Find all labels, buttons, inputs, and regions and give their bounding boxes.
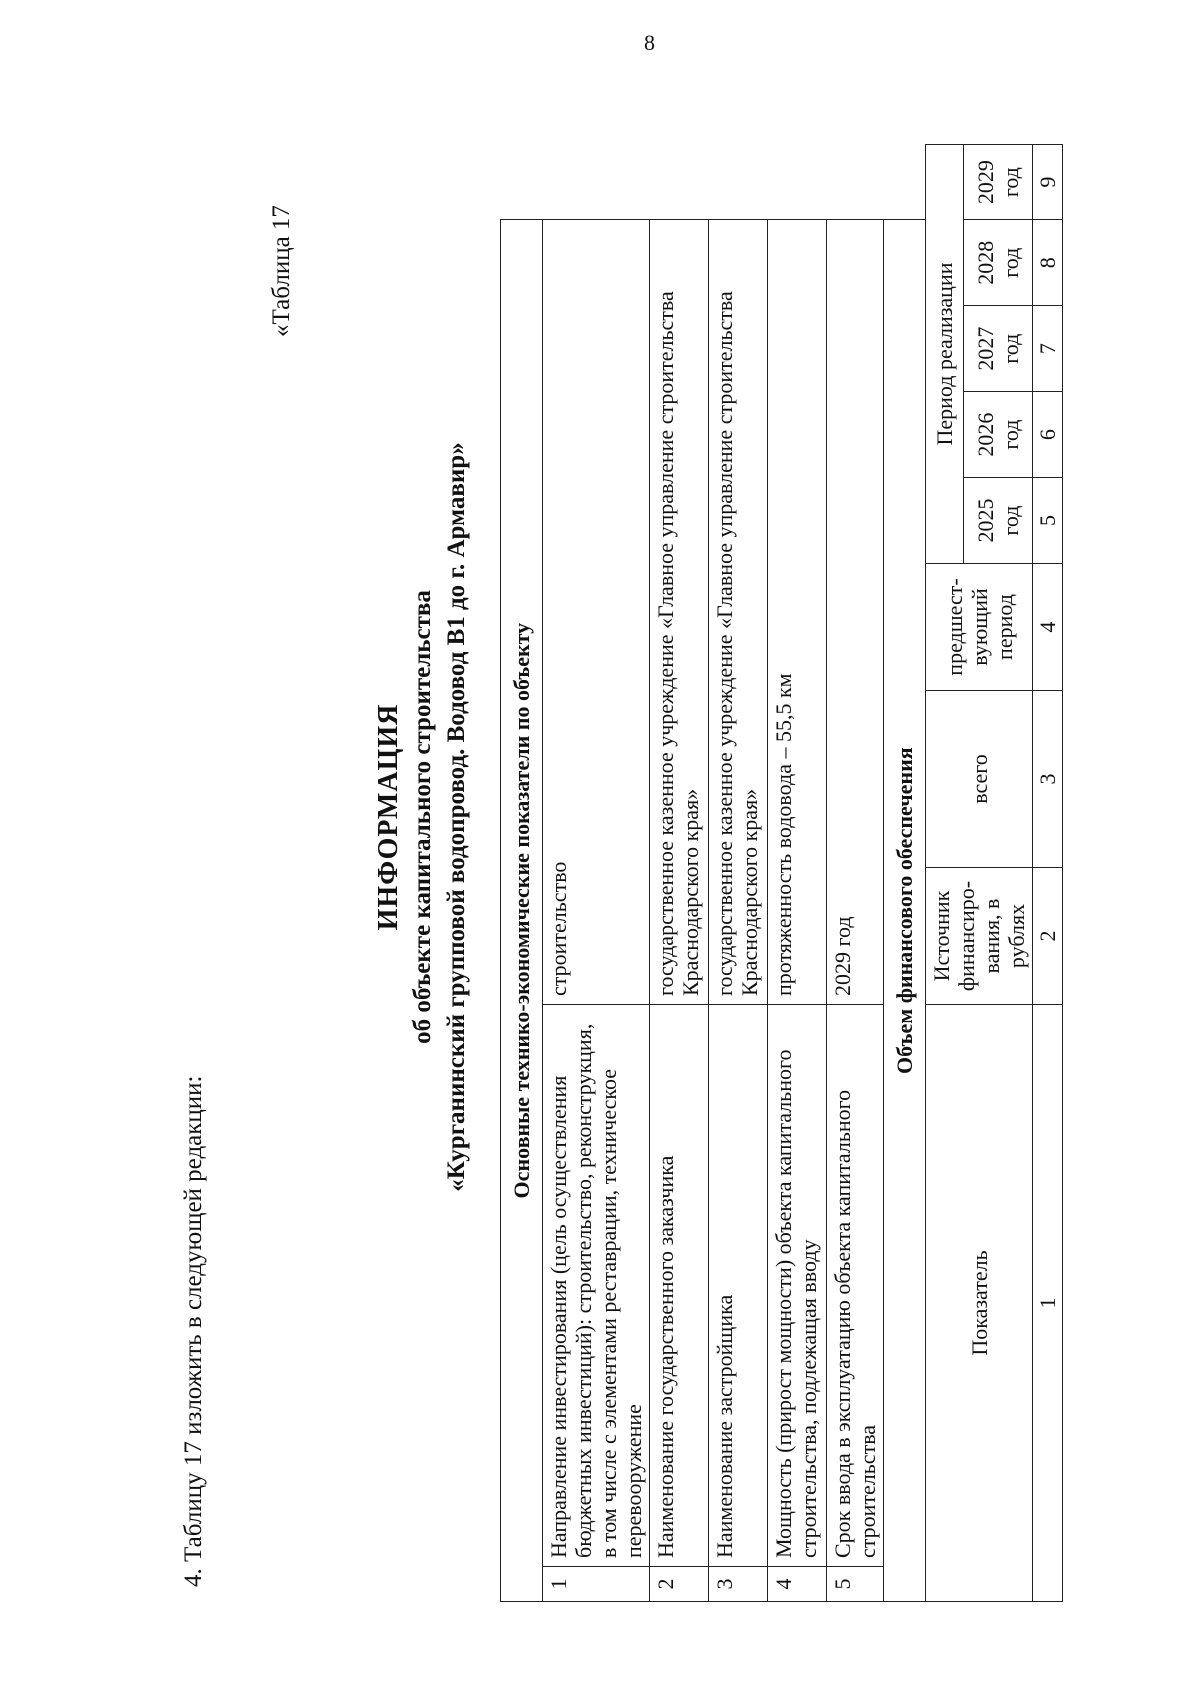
row-label: Направление инвестирования (цель осуществления бюджетных инвестиций): строительство, реконструкция, в том числе с элементами реставрации, техническое перевооружение [543, 1005, 650, 1567]
row-label: Наименование государственного заказчика [650, 1005, 709, 1567]
row-value: государственное казенное учреждение «Главное управление строительства Краснодарского края» [709, 220, 768, 1005]
title-line-1: ИНФОРМАЦИЯ [373, 703, 404, 931]
column-number: 7 [1033, 306, 1063, 392]
table-row [768, 145, 827, 1602]
section-title-indicators: Основные технико-экономические показатели по объекту [501, 220, 543, 1602]
header-total: всего [926, 691, 1033, 868]
table-row [709, 145, 768, 1602]
table-row [827, 145, 884, 1602]
column-number: 4 [1033, 564, 1063, 691]
column-number: 9 [1033, 145, 1063, 220]
title-line-2: об объекте капитального строительства [409, 590, 436, 1044]
document-title [372, 317, 474, 1317]
header-indicator: Показатель [926, 1005, 1033, 1602]
column-number: 5 [1033, 478, 1063, 564]
table-reference: «Таблица 17 [268, 205, 295, 337]
row-number: 2 [650, 1567, 709, 1602]
row-value: государственное казенное учреждение «Главное управление строительства Краснодарского края» [650, 220, 709, 1005]
header-prior-period: предшест-вующий период [926, 564, 1033, 691]
header-year: 2026 год [964, 392, 1033, 478]
row-number: 3 [709, 1567, 768, 1602]
column-number: 3 [1033, 691, 1063, 868]
row-number: 1 [543, 1567, 650, 1602]
table-row [650, 145, 709, 1602]
column-number: 1 [1033, 1005, 1063, 1602]
row-value: протяженность водовода – 55,5 км [768, 220, 827, 1005]
row-label: Срок ввода в эксплуатацию объекта капитального строительства [827, 1005, 884, 1567]
row-number: 4 [768, 1567, 827, 1602]
row-label: Наименование застройщика [709, 1005, 768, 1567]
header-year: 2027 год [964, 306, 1033, 392]
column-number: 6 [1033, 392, 1063, 478]
header-implementation-period: Период реализации [926, 145, 964, 564]
row-number: 5 [827, 1567, 884, 1602]
header-year: 2025 год [964, 478, 1033, 564]
column-number: 8 [1033, 220, 1063, 306]
page-number: 8 [644, 30, 655, 55]
row-value: строительство [543, 220, 650, 1005]
title-line-3: «Курганинский групповой водопровод. Водовод В1 до г. Армавир» [443, 442, 470, 1192]
intro-text: 4. Таблицу 17 изложить в следующей редакции: [180, 1075, 207, 1587]
header-year: 2028 год [964, 220, 1033, 306]
table-row [543, 145, 650, 1602]
header-year: 2029 год [964, 145, 1033, 220]
header-source: Источник финансиро-вания, в рублях [926, 868, 1033, 1005]
column-number: 2 [1033, 868, 1063, 1005]
info-table [500, 144, 1063, 1602]
section-title-finance: Объем финансового обеспечения [884, 220, 926, 1602]
row-value: 2029 год [827, 220, 884, 1005]
row-label: Мощность (прирост мощности) объекта капитального строительства, подлежащая вводу [768, 1005, 827, 1567]
